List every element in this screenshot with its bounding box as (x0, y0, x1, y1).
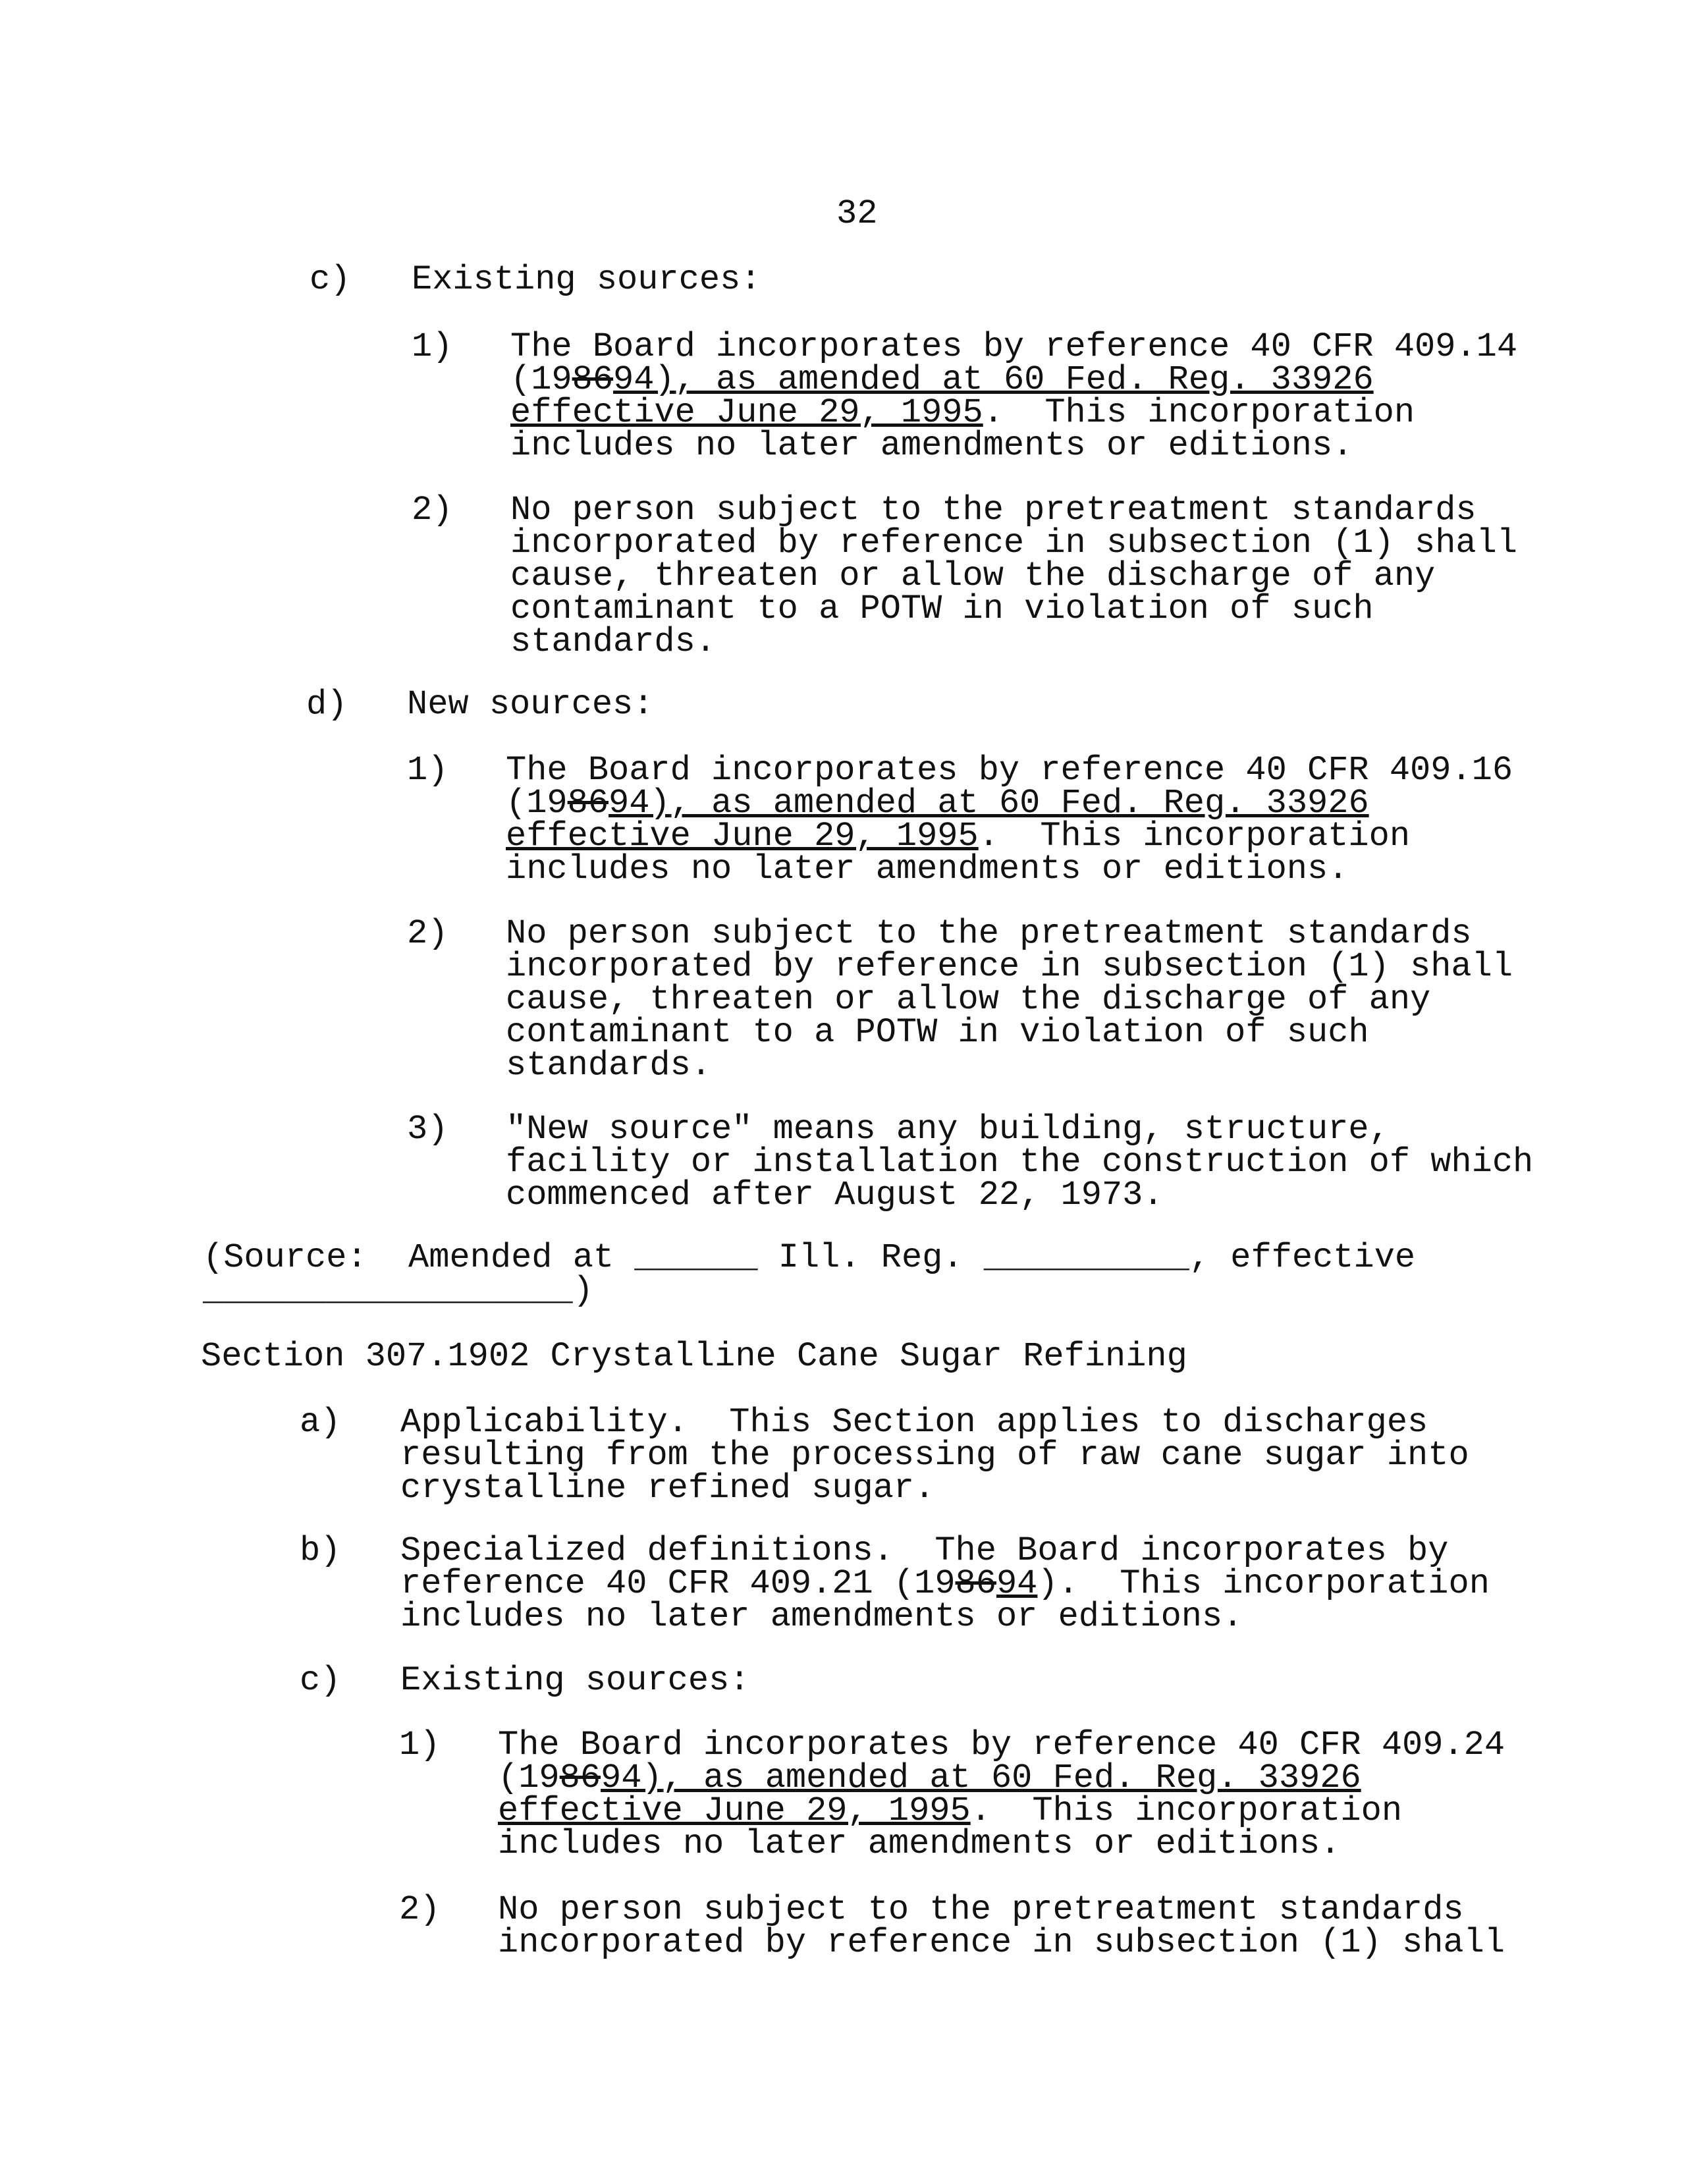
text-line: "New source" means any building, structure, (506, 1110, 1390, 1149)
inserted-text: , as amended at 60 Fed. Reg. 33926 (662, 1759, 1361, 1797)
text-line: (Source: Amended at ______ Ill. Reg. __________, effective (203, 1238, 1416, 1277)
text-line: No person subject to the pretreatment standards (498, 1890, 1464, 1929)
text-run: (19 (510, 360, 572, 399)
subsection-label-c-2: c) (300, 1661, 341, 1700)
deleted-text: 86 (567, 784, 609, 823)
text-run: . This incorporation (978, 817, 1411, 856)
inserted-text: , as amended at 60 Fed. Reg. 33926 (670, 784, 1369, 823)
inserted-text: effective June 29, 1995 (510, 393, 983, 432)
item-label-d2: 2) (407, 914, 448, 953)
text-line: The Board incorporates by reference 40 CFR 409.16 (506, 751, 1513, 790)
text-line (506, 817, 1513, 856)
text-line (510, 393, 1517, 432)
text-line: includes no later amendments or editions. (510, 426, 1353, 465)
paragraph-definitions (400, 1531, 1490, 1636)
source-note (203, 1238, 1416, 1310)
text-run: . This incorporation (983, 393, 1415, 432)
deleted-text: 86 (572, 360, 614, 399)
paragraph-applicability (400, 1403, 1469, 1508)
item-label-c2: 2) (412, 491, 453, 530)
text-line: __________________) (203, 1271, 593, 1310)
page-number: 32 (836, 194, 878, 233)
text-line: facility or installation the construction of which (506, 1143, 1534, 1182)
subsection-label-a: a) (300, 1403, 341, 1442)
inserted-text: effective June 29, 1995 (498, 1791, 971, 1830)
text-line (400, 1564, 1490, 1603)
inserted-text: 94) (613, 360, 675, 399)
item-label-c1-2: 1) (399, 1726, 441, 1764)
text-line: incorporated by reference in subsection (1) shall (506, 947, 1513, 986)
paragraph-d2 (506, 914, 1513, 1085)
deleted-text: 86 (955, 1564, 996, 1603)
item-label-d3: 3) (407, 1110, 448, 1149)
text-run: (19 (506, 784, 568, 823)
text-line (498, 1791, 1505, 1830)
text-run: . This incorporation (970, 1791, 1403, 1830)
paragraph-c1 (510, 327, 1518, 465)
text-line: commenced after August 22, 1973. (506, 1176, 1164, 1215)
text-line: Specialized definitions. The Board incorporates by (400, 1531, 1449, 1570)
inserted-text: 94) (601, 1759, 663, 1797)
subsection-heading-c: Existing sources: (412, 260, 761, 299)
inserted-text: 94) (609, 784, 670, 823)
text-line: incorporated by reference in subsection (1) shall (498, 1923, 1505, 1962)
paragraph-d3 (506, 1110, 1534, 1215)
inserted-text: 94 (996, 1564, 1038, 1603)
text-line (498, 1759, 1505, 1797)
text-line: contaminant to a POTW in violation of such (506, 1013, 1369, 1052)
text-line: The Board incorporates by reference 40 CFR 409.14 (510, 327, 1518, 366)
paragraph-d1 (506, 751, 1513, 888)
text-line: resulting from the processing of raw cane sugar into (400, 1436, 1469, 1475)
text-run: (19 (498, 1759, 560, 1797)
text-line: includes no later amendments or editions. (400, 1597, 1243, 1636)
text-line: No person subject to the pretreatment standards (510, 491, 1477, 530)
paragraph-c1-2 (498, 1726, 1505, 1863)
text-line: cause, threaten or allow the discharge of any (510, 557, 1436, 595)
paragraph-c2-2 (498, 1890, 1505, 1962)
subsection-label-c: c) (310, 260, 351, 299)
text-line: standards. (510, 622, 717, 661)
text-line: includes no later amendments or editions. (506, 850, 1349, 888)
deleted-text: 86 (559, 1759, 601, 1797)
text-line (506, 784, 1513, 823)
inserted-text: effective June 29, 1995 (506, 817, 979, 856)
text-line: cause, threaten or allow the discharge of any (506, 980, 1431, 1019)
text-line (510, 360, 1517, 399)
text-line: The Board incorporates by reference 40 CFR 409.24 (498, 1726, 1505, 1764)
inserted-text: , as amended at 60 Fed. Reg. 33926 (674, 360, 1374, 399)
text-line: incorporated by reference in subsection (1) shall (510, 524, 1518, 562)
paragraph-c2 (510, 491, 1518, 661)
text-line: No person subject to the pretreatment standards (506, 914, 1472, 953)
subsection-heading-d: New sources: (407, 685, 654, 724)
text-line: contaminant to a POTW in violation of such (510, 589, 1374, 628)
text-line: Applicability. This Section applies to discharges (400, 1403, 1428, 1442)
subsection-heading-c-2: Existing sources: (400, 1661, 750, 1700)
section-heading: Section 307.1902 Crystalline Cane Sugar Refining (201, 1337, 1187, 1376)
text-line: standards. (506, 1046, 712, 1085)
text-line: includes no later amendments or editions. (498, 1824, 1341, 1863)
text-run: reference 40 CFR 409.21 (19 (400, 1564, 956, 1603)
text-run: ). This incorporation (1037, 1564, 1490, 1603)
item-label-c2-2: 2) (399, 1890, 441, 1929)
item-label-d1: 1) (407, 751, 448, 790)
text-line: crystalline refined sugar. (400, 1469, 935, 1508)
item-label-c1: 1) (412, 327, 453, 366)
subsection-label-b: b) (300, 1531, 341, 1570)
subsection-label-d: d) (306, 685, 348, 724)
